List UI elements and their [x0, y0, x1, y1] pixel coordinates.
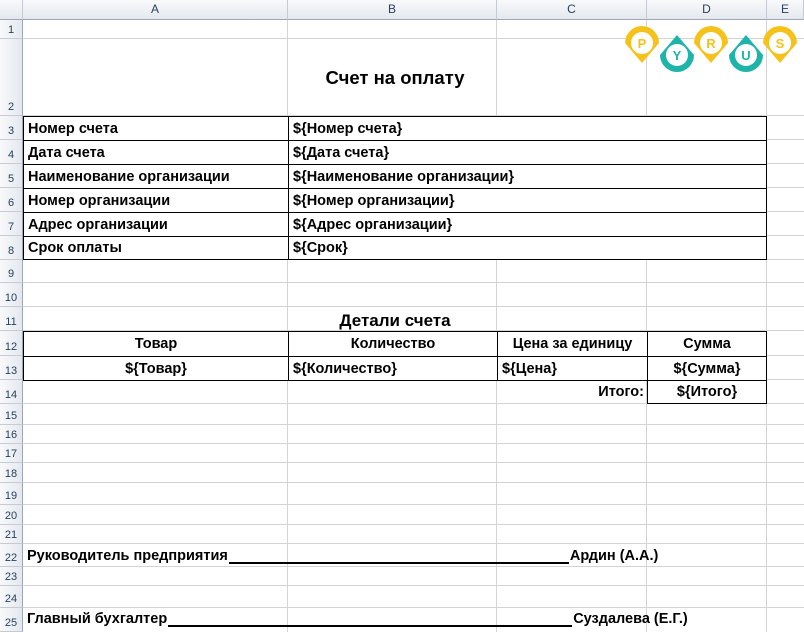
row-header[interactable]: 2 — [0, 39, 23, 116]
column-header-a[interactable]: A — [23, 0, 288, 20]
pyrus-logo — [621, 21, 799, 77]
svg-text:P: P — [637, 36, 647, 51]
signature-director-name: Ардин (А.А.) — [569, 547, 659, 564]
field-value-org-name[interactable]: ${Наименование организации} — [288, 164, 767, 189]
details-cell-sum[interactable]: ${Сумма} — [647, 356, 767, 381]
details-header-quantity[interactable]: Количество — [288, 331, 498, 357]
logo-letter-y — [660, 35, 694, 72]
details-header-unit-price[interactable]: Цена за единицу — [497, 331, 648, 357]
logo-letter-u — [729, 35, 763, 72]
row-header[interactable]: 21 — [0, 525, 23, 544]
field-label-due-date[interactable]: Срок оплаты — [23, 236, 289, 260]
row-header[interactable]: 4 — [0, 140, 23, 164]
details-header-product[interactable]: Товар — [23, 331, 289, 357]
field-value-invoice-date[interactable]: ${Дата счета} — [288, 140, 767, 165]
row-header[interactable]: 17 — [0, 444, 23, 463]
svg-text:S: S — [775, 36, 785, 51]
svg-text:Y: Y — [672, 48, 682, 63]
column-header-b[interactable]: B — [288, 0, 497, 20]
row-header[interactable]: 6 — [0, 188, 23, 212]
row-header[interactable]: 13 — [0, 356, 23, 380]
field-label-org-address[interactable]: Адрес организации — [23, 212, 289, 237]
row-header[interactable]: 10 — [0, 283, 23, 307]
signature-director[interactable] — [27, 544, 658, 567]
row-header[interactable]: 1 — [0, 20, 23, 39]
row-header[interactable]: 14 — [0, 380, 23, 404]
logo-letter-p — [625, 26, 659, 63]
row-header[interactable]: 22 — [0, 544, 23, 567]
row-header[interactable]: 11 — [0, 307, 23, 331]
column-header-e[interactable]: E — [767, 0, 804, 20]
details-cell-price[interactable]: ${Цена} — [497, 356, 648, 381]
details-title[interactable]: Детали счета — [339, 310, 451, 330]
svg-text:U: U — [741, 48, 751, 63]
total-value[interactable]: ${Итого} — [647, 380, 767, 404]
row-header[interactable]: 7 — [0, 212, 23, 236]
field-value-due-date[interactable]: ${Срок} — [288, 236, 767, 260]
row-header[interactable]: 15 — [0, 404, 23, 425]
field-value-invoice-number[interactable]: ${Номер счета} — [288, 116, 767, 141]
row-header[interactable]: 24 — [0, 586, 23, 608]
row-header[interactable]: 18 — [0, 463, 23, 483]
signature-accountant-label: Главный бухгалтер — [27, 611, 168, 627]
select-all-corner[interactable] — [0, 0, 23, 20]
signature-director-label: Руководитель предприятия — [27, 547, 228, 564]
row-header[interactable]: 9 — [0, 260, 23, 283]
row-header[interactable]: 25 — [0, 608, 23, 632]
page-title-text: Счет на оплату — [325, 66, 465, 88]
field-label-invoice-date[interactable]: Дата счета — [23, 140, 289, 165]
logo-letter-r — [694, 26, 728, 63]
details-cell-quantity[interactable]: ${Количество} — [288, 356, 498, 381]
svg-text:R: R — [706, 36, 716, 51]
details-header-sum[interactable]: Сумма — [647, 331, 767, 357]
field-label-org-name[interactable]: Наименование организации — [23, 164, 289, 189]
details-cell-product[interactable]: ${Товар} — [23, 356, 289, 381]
total-label[interactable]: Итого: — [598, 384, 644, 400]
logo-letter-s — [763, 26, 797, 63]
column-header-c[interactable]: C — [497, 0, 647, 20]
row-header[interactable]: 23 — [0, 567, 23, 586]
row-header[interactable]: 20 — [0, 505, 23, 525]
field-label-invoice-number[interactable]: Номер счета — [23, 116, 289, 141]
column-header-d[interactable]: D — [647, 0, 767, 20]
signature-accountant-line — [168, 611, 572, 627]
field-value-org-address[interactable]: ${Адрес организации} — [288, 212, 767, 237]
signature-accountant-name: Суздалева (Е.Г.) — [573, 611, 688, 627]
row-header[interactable]: 3 — [0, 116, 23, 140]
field-value-org-number[interactable]: ${Номер организации} — [288, 188, 767, 213]
signature-accountant[interactable] — [27, 608, 688, 630]
row-header[interactable]: 5 — [0, 164, 23, 188]
row-header[interactable]: 16 — [0, 425, 23, 444]
row-header[interactable]: 19 — [0, 483, 23, 505]
field-label-org-number[interactable]: Номер организации — [23, 188, 289, 213]
signature-director-line — [229, 548, 569, 564]
row-header[interactable]: 12 — [0, 331, 23, 356]
row-header[interactable]: 8 — [0, 236, 23, 260]
